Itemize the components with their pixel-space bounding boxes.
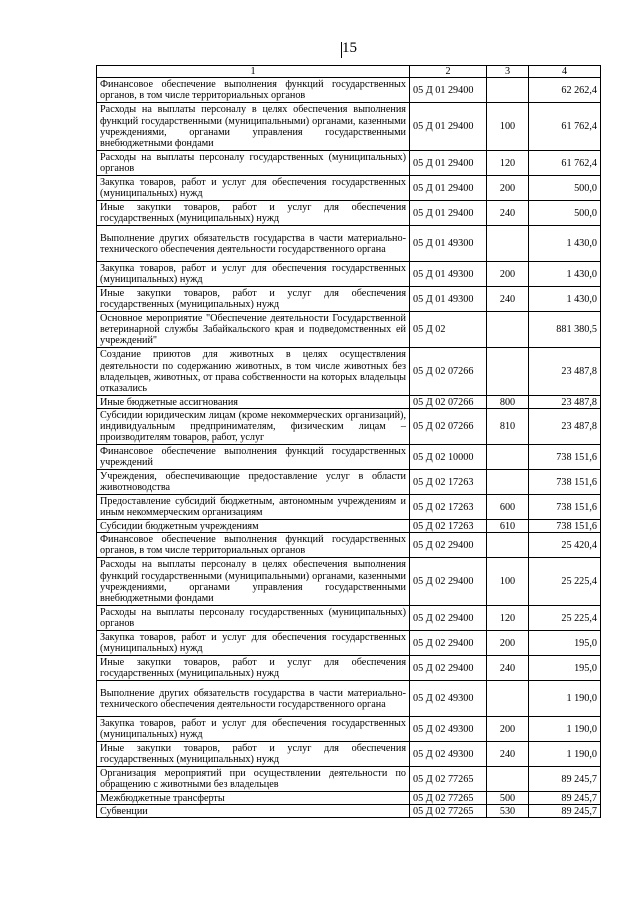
table-row [97, 805, 601, 818]
row-amount-cell: 62 262,4 [529, 78, 601, 103]
row-name-cell: Субсидии бюджетным учреждениям [97, 520, 410, 533]
row-name-cell: Закупка товаров, работ и услуг для обеспечения государственных (муниципальных) нужд [97, 262, 410, 287]
row-type-cell: 810 [487, 409, 529, 445]
row-amount-cell: 61 762,4 [529, 151, 601, 176]
table-row [97, 151, 601, 176]
table-row [97, 226, 601, 262]
table-row [97, 396, 601, 409]
row-name-cell: Расходы на выплаты персоналу в целях обеспечения выполнения функций государственными (муниципальными) органами, казенными учреждениями, органами управления государственными внебюджетными фондами [97, 103, 410, 151]
row-type-cell: 120 [487, 606, 529, 631]
row-type-cell: 120 [487, 151, 529, 176]
row-code-cell: 05 Д 01 29400 [410, 151, 487, 176]
row-amount-cell: 195,0 [529, 631, 601, 656]
row-type-cell: 100 [487, 558, 529, 606]
row-type-cell [487, 681, 529, 717]
table-row [97, 348, 601, 396]
table-row [97, 287, 601, 312]
row-code-cell: 05 Д 02 17263 [410, 495, 487, 520]
row-amount-cell: 1 190,0 [529, 742, 601, 767]
row-code-cell: 05 Д 02 49300 [410, 681, 487, 717]
row-amount-cell: 500,0 [529, 176, 601, 201]
budget-table [96, 65, 601, 818]
row-type-cell [487, 348, 529, 396]
row-code-cell: 05 Д 02 29400 [410, 606, 487, 631]
row-type-cell: 240 [487, 656, 529, 681]
row-amount-cell: 89 245,7 [529, 767, 601, 792]
row-type-cell: 600 [487, 495, 529, 520]
row-amount-cell: 25 225,4 [529, 606, 601, 631]
table-row [97, 656, 601, 681]
row-code-cell: 05 Д 02 [410, 312, 487, 348]
row-code-cell: 05 Д 02 77265 [410, 805, 487, 818]
row-name-cell: Предоставление субсидий бюджетным, автономным учреждениям и иным некоммерческим организациям [97, 495, 410, 520]
row-code-cell: 05 Д 02 17263 [410, 520, 487, 533]
table-row [97, 176, 601, 201]
row-name-cell: Закупка товаров, работ и услуг для обеспечения государственных (муниципальных) нужд [97, 631, 410, 656]
row-amount-cell: 1 430,0 [529, 287, 601, 312]
row-code-cell: 05 Д 02 07266 [410, 409, 487, 445]
row-name-cell: Межбюджетные трансферты [97, 792, 410, 805]
row-name-cell: Иные закупки товаров, работ и услуг для обеспечения государственных (муниципальных) нужд [97, 287, 410, 312]
header-cell-amount: 4 [529, 66, 601, 78]
row-amount-cell: 738 151,6 [529, 495, 601, 520]
row-name-cell: Расходы на выплаты персоналу в целях обеспечения выполнения функций государственными (муниципальными) органами, казенными учреждениями, органами управления государственными внебюджетными фондами [97, 558, 410, 606]
row-type-cell: 610 [487, 520, 529, 533]
row-code-cell: 05 Д 02 10000 [410, 445, 487, 470]
row-type-cell [487, 533, 529, 558]
row-name-cell: Выполнение других обязательств государства в части материально-технического обеспечения деятельности государственного органа [97, 226, 410, 262]
row-code-cell: 05 Д 01 49300 [410, 226, 487, 262]
table-row [97, 520, 601, 533]
row-name-cell: Организация мероприятий при осуществлении деятельности по обращению с животными без владельцев [97, 767, 410, 792]
row-type-cell: 240 [487, 287, 529, 312]
row-amount-cell: 1 190,0 [529, 717, 601, 742]
table-row [97, 470, 601, 495]
row-name-cell: Иные закупки товаров, работ и услуг для обеспечения государственных (муниципальных) нужд [97, 201, 410, 226]
row-name-cell: Закупка товаров, работ и услуг для обеспечения государственных (муниципальных) нужд [97, 176, 410, 201]
row-code-cell: 05 Д 02 29400 [410, 533, 487, 558]
row-name-cell: Учреждения, обеспечивающие предоставление услуг в области животноводства [97, 470, 410, 495]
row-name-cell: Иные бюджетные ассигнования [97, 396, 410, 409]
row-amount-cell: 881 380,5 [529, 312, 601, 348]
row-type-cell [487, 78, 529, 103]
row-amount-cell: 89 245,7 [529, 805, 601, 818]
row-amount-cell: 89 245,7 [529, 792, 601, 805]
page-number: 15 [342, 40, 357, 56]
row-name-cell: Основное мероприятие "Обеспечение деятельности Государственной ветеринарной службы Забайкальского края и подведомственных ей учреждений" [97, 312, 410, 348]
table-row [97, 681, 601, 717]
row-type-cell [487, 445, 529, 470]
row-name-cell: Субсидии юридическим лицам (кроме некоммерческих организаций), индивидуальным предпринимателям, физическим лицам – производителям товаров, работ, услуг [97, 409, 410, 445]
row-code-cell: 05 Д 02 49300 [410, 717, 487, 742]
row-name-cell: Финансовое обеспечение выполнения функций государственных органов, в том числе территориальных органов [97, 78, 410, 103]
row-name-cell: Финансовое обеспечение выполнения функций государственных учреждений [97, 445, 410, 470]
row-code-cell: 05 Д 02 29400 [410, 558, 487, 606]
table-row [97, 558, 601, 606]
row-amount-cell: 195,0 [529, 656, 601, 681]
table-row [97, 445, 601, 470]
table-row [97, 533, 601, 558]
row-code-cell: 05 Д 02 77265 [410, 792, 487, 805]
row-code-cell: 05 Д 01 49300 [410, 262, 487, 287]
row-code-cell: 05 Д 02 29400 [410, 631, 487, 656]
table-row [97, 409, 601, 445]
row-name-cell: Расходы на выплаты персоналу государственных (муниципальных) органов [97, 151, 410, 176]
row-name-cell: Создание приютов для животных в целях осуществления деятельности по содержанию животных, в том числе животных без владельцев, животных, от права собственности на которых владельцы отказались [97, 348, 410, 396]
row-code-cell: 05 Д 02 17263 [410, 470, 487, 495]
row-name-cell: Расходы на выплаты персоналу государственных (муниципальных) органов [97, 606, 410, 631]
row-amount-cell: 738 151,6 [529, 520, 601, 533]
row-amount-cell: 738 151,6 [529, 470, 601, 495]
row-amount-cell: 500,0 [529, 201, 601, 226]
row-name-cell: Закупка товаров, работ и услуг для обеспечения государственных (муниципальных) нужд [97, 717, 410, 742]
row-type-cell [487, 312, 529, 348]
row-type-cell: 530 [487, 805, 529, 818]
row-name-cell: Выполнение других обязательств государства в части материально-технического обеспечения деятельности государственного органа [97, 681, 410, 717]
row-code-cell: 05 Д 01 29400 [410, 176, 487, 201]
row-amount-cell: 1 430,0 [529, 226, 601, 262]
row-code-cell: 05 Д 01 49300 [410, 287, 487, 312]
row-code-cell: 05 Д 01 29400 [410, 78, 487, 103]
header-cell-type: 3 [487, 66, 529, 78]
table-row [97, 78, 601, 103]
row-code-cell: 05 Д 02 49300 [410, 742, 487, 767]
row-type-cell [487, 767, 529, 792]
header-cell-code: 2 [410, 66, 487, 78]
table-row [97, 495, 601, 520]
row-amount-cell: 1 190,0 [529, 681, 601, 717]
row-code-cell: 05 Д 02 29400 [410, 656, 487, 681]
row-type-cell [487, 226, 529, 262]
row-type-cell: 200 [487, 717, 529, 742]
row-type-cell [487, 470, 529, 495]
table-row [97, 792, 601, 805]
row-amount-cell: 23 487,8 [529, 396, 601, 409]
table-row [97, 312, 601, 348]
header-cell-name: 1 [97, 66, 410, 78]
row-amount-cell: 23 487,8 [529, 348, 601, 396]
row-amount-cell: 25 225,4 [529, 558, 601, 606]
row-amount-cell: 738 151,6 [529, 445, 601, 470]
row-amount-cell: 1 430,0 [529, 262, 601, 287]
row-type-cell: 240 [487, 742, 529, 767]
row-type-cell: 200 [487, 631, 529, 656]
table-row [97, 262, 601, 287]
table-row [97, 742, 601, 767]
row-name-cell: Иные закупки товаров, работ и услуг для обеспечения государственных (муниципальных) нужд [97, 656, 410, 681]
table-row [97, 103, 601, 151]
row-type-cell: 500 [487, 792, 529, 805]
row-type-cell: 800 [487, 396, 529, 409]
row-amount-cell: 25 420,4 [529, 533, 601, 558]
row-name-cell: Финансовое обеспечение выполнения функций государственных органов, в том числе территориальных органов [97, 533, 410, 558]
table-row [97, 201, 601, 226]
table-row [97, 717, 601, 742]
row-code-cell: 05 Д 02 77265 [410, 767, 487, 792]
table-row [97, 606, 601, 631]
table-row [97, 767, 601, 792]
row-code-cell: 05 Д 02 07266 [410, 348, 487, 396]
row-name-cell: Субвенции [97, 805, 410, 818]
row-type-cell: 200 [487, 176, 529, 201]
row-type-cell: 240 [487, 201, 529, 226]
table-header-row [97, 66, 601, 78]
row-type-cell: 200 [487, 262, 529, 287]
row-code-cell: 05 Д 01 29400 [410, 201, 487, 226]
row-code-cell: 05 Д 02 07266 [410, 396, 487, 409]
row-amount-cell: 61 762,4 [529, 103, 601, 151]
row-amount-cell: 23 487,8 [529, 409, 601, 445]
table-row [97, 631, 601, 656]
row-name-cell: Иные закупки товаров, работ и услуг для обеспечения государственных (муниципальных) нужд [97, 742, 410, 767]
row-type-cell: 100 [487, 103, 529, 151]
row-code-cell: 05 Д 01 29400 [410, 103, 487, 151]
